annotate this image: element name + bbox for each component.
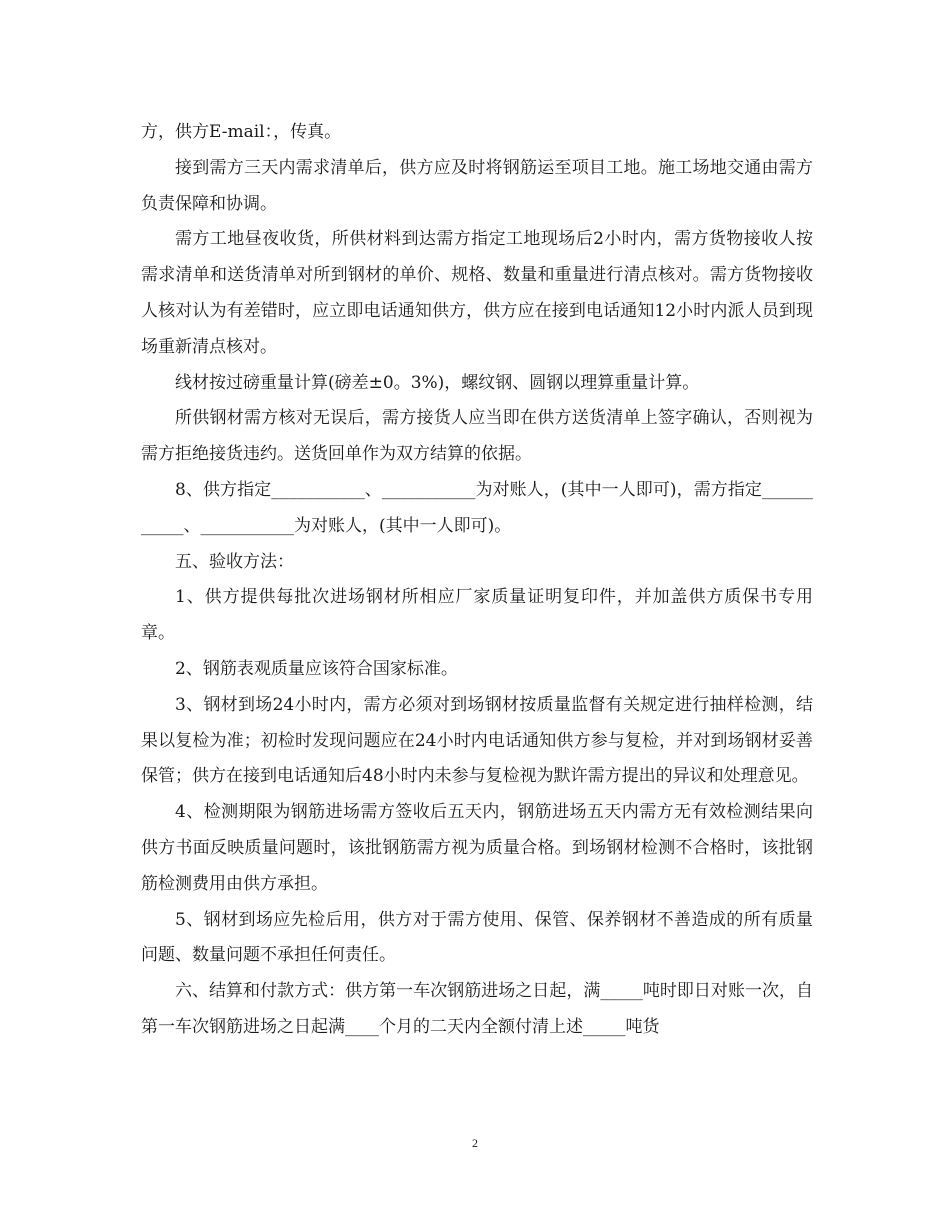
paragraph: 线材按过磅重量计算(磅差±0。3%)，螺纹钢、圆钢以理算重量计算。 [175, 372, 700, 393]
paragraph: 4、检测期限为钢筋进场需方签收后五天内，钢筋进场五天内需方无有效检测结果向供方书面反映质量问题时，该批钢筋需方视为质量合格。到场钢材检测不合格时，该批钢筋检测费用由供方承担。 [141, 802, 813, 894]
page-number: 2 [472, 1136, 478, 1150]
paragraph: 8、供方指定___________、___________为对账人，(其中一人即可)，需方指定___________、___________为对账人，(其中一人即可)。 [141, 479, 813, 536]
paragraph: 3、钢材到场24小时内，需方必须对到场钢材按质量监督有关规定进行抽样检测，结果以复检为准；初检时发现问题应在24小时内电话通知供方参与复检，并对到场钢材妥善保管；供方在接到电话通知后48小时内未参与复检视为默许需方提出的异议和处理意见。 [141, 694, 813, 787]
document-body [141, 115, 813, 1046]
paragraph: 需方工地昼夜收货，所供材料到达需方指定工地现场后2小时内，需方货物接收人按需求清单和送货清单对所到钢材的单价、规格、数量和重量进行清点核对。需方货物接收人核对认为有差错时，应立即电话通知供方，供方应在接到电话通知12小时内派人员到现场重新清点核对。 [141, 229, 813, 357]
paragraph: 接到需方三天内需求清单后，供方应及时将钢筋运至项目工地。施工场地交通由需方负责保障和协调。 [141, 157, 813, 214]
paragraph: 方，供方E-mail：，传真。 [141, 122, 342, 142]
paragraph: 5、钢材到场应先检后用，供方对于需方使用、保管、保养钢材不善造成的所有质量问题、数量问题不承担任何责任。 [141, 909, 813, 966]
paragraph: 2、钢筋表观质量应该符合国家标准。 [175, 658, 458, 679]
paragraph: 1、供方提供每批次进场钢材所相应厂家质量证明复印件，并加盖供方质保书专用章。 [141, 587, 813, 644]
section-heading: 五、验收方法： [175, 551, 294, 572]
paragraph: 所供钢材需方核对无误后，需方接货人应当即在供方送货清单上签字确认，否则视为需方拒绝接货违约。送货回单作为双方结算的依据。 [141, 408, 813, 465]
paragraph: 六、结算和付款方式：供方第一车次钢筋进场之日起，满_____吨时即日对账一次，自第一车次钢筋进场之日起满____个月的二天内全额付清上述_____吨货 [141, 981, 813, 1037]
